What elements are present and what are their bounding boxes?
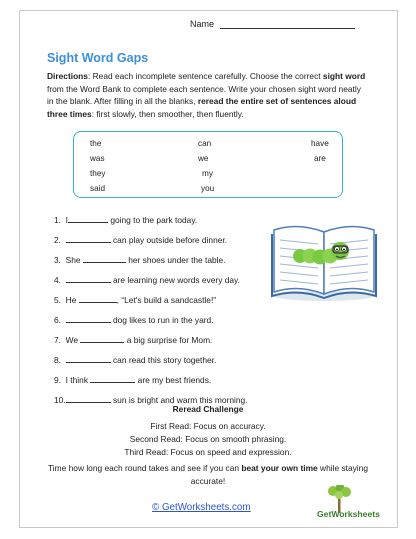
sentence-after: can read this story together. bbox=[112, 355, 217, 365]
sentence-number: 10. bbox=[54, 395, 66, 405]
sentence-after: dog likes to run in the yard. bbox=[112, 315, 214, 325]
answer-blank[interactable] bbox=[65, 214, 108, 225]
answer-blank[interactable] bbox=[83, 254, 126, 263]
sentence-item bbox=[54, 314, 214, 325]
answer-blank[interactable] bbox=[66, 234, 111, 243]
sentence-number: 3. bbox=[54, 255, 61, 265]
directions-bold-1: sight word bbox=[322, 71, 366, 81]
footer-link[interactable]: © GetWorksheets.com bbox=[152, 502, 251, 513]
directions-lead: Directions bbox=[47, 71, 88, 81]
sentence-item bbox=[54, 294, 216, 305]
sentence-number: 7. bbox=[54, 335, 61, 345]
word-bank-word: said bbox=[90, 184, 106, 193]
word-bank-word: the bbox=[90, 139, 102, 148]
time-note-bold: beat your own time bbox=[241, 463, 318, 473]
sentence-number: 2. bbox=[54, 235, 61, 245]
sentence-item bbox=[54, 354, 216, 365]
sentence-after: sun is bright and warm this morning. bbox=[112, 395, 248, 405]
sentence-number: 6. bbox=[54, 315, 61, 325]
reread-line: Second Read: Focus on smooth phrasing. bbox=[129, 434, 287, 444]
answer-blank[interactable] bbox=[66, 394, 111, 403]
answer-blank[interactable] bbox=[66, 274, 111, 283]
time-note bbox=[40, 462, 376, 487]
word-bank-word: you bbox=[201, 184, 215, 193]
sentence-before: He bbox=[65, 295, 77, 305]
sentence-after: are learning new words every day. bbox=[112, 275, 240, 285]
word-bank-word: can bbox=[198, 139, 212, 148]
directions-text-3: : first slowly, then smoother, then fluently. bbox=[91, 108, 244, 119]
reread-line: Third Read: Focus on speed and expression. bbox=[124, 447, 292, 457]
name-label: Name bbox=[190, 19, 215, 29]
word-bank-word: was bbox=[90, 154, 105, 163]
reread-line: First Read: Focus on accuracy. bbox=[150, 421, 266, 431]
time-note-text-2: while staying accurate! bbox=[190, 463, 368, 486]
word-bank-word: have bbox=[311, 139, 329, 148]
directions-text-2: from the Word Bank to complete each sentence. Write your chosen sight word neatly in the blank. After filling in all the blanks, bbox=[47, 83, 361, 107]
directions-bold-2: reread the entire set of sentences aloud three times bbox=[47, 96, 357, 119]
answer-blank[interactable] bbox=[90, 374, 135, 383]
sentence-after: are my best friends. bbox=[137, 375, 212, 385]
sentence-number: 4. bbox=[54, 275, 61, 285]
sentence-after: , “Let's build a sandcastle!” bbox=[116, 295, 217, 305]
directions-text-1: : Read each incomplete sentence carefully. Choose the correct bbox=[87, 71, 323, 81]
sentence-number: 5. bbox=[54, 295, 61, 305]
sentence-before: I think bbox=[65, 375, 89, 385]
answer-blank[interactable] bbox=[66, 354, 111, 363]
page-title: Sight Word Gaps bbox=[47, 51, 149, 65]
answer-blank[interactable] bbox=[66, 314, 111, 323]
sentence-after: her shoes under the table. bbox=[128, 255, 226, 265]
word-bank-word: we bbox=[198, 154, 209, 163]
sentence-item bbox=[54, 254, 226, 265]
sentence-item bbox=[54, 234, 227, 245]
tree-logo-icon bbox=[313, 485, 395, 525]
sentence-item bbox=[54, 374, 211, 385]
sentence-after: a big surprise for Mom. bbox=[126, 335, 213, 345]
sentence-after: going to the park today. bbox=[110, 215, 198, 225]
bookworm-illustration bbox=[270, 214, 378, 302]
sentence-number: 9. bbox=[54, 375, 61, 385]
sentence-item bbox=[54, 334, 212, 345]
answer-blank[interactable] bbox=[79, 294, 117, 303]
name-field bbox=[190, 19, 355, 29]
sentence-number: 1. bbox=[54, 215, 61, 225]
word-bank bbox=[73, 131, 343, 198]
sentence-item bbox=[54, 274, 240, 285]
sentence-after: can play outside before dinner. bbox=[112, 235, 228, 245]
word-bank-word: are bbox=[314, 154, 326, 163]
sentence-before: She bbox=[65, 255, 81, 265]
answer-blank[interactable] bbox=[80, 334, 124, 343]
directions-paragraph bbox=[47, 70, 369, 120]
word-bank-word: my bbox=[202, 169, 213, 178]
sentence-number: 8. bbox=[54, 355, 61, 365]
sentence-before: I bbox=[65, 215, 68, 225]
reread-title: Reread Challenge bbox=[172, 404, 244, 414]
name-blank-line[interactable] bbox=[220, 19, 355, 29]
time-note-text-1: Time how long each round takes and see if you can bbox=[48, 463, 242, 473]
sentence-before: We bbox=[65, 335, 79, 345]
word-bank-word: they bbox=[90, 169, 106, 178]
logo-text: GetWorksheets bbox=[317, 509, 380, 519]
sentence-item bbox=[54, 214, 197, 225]
